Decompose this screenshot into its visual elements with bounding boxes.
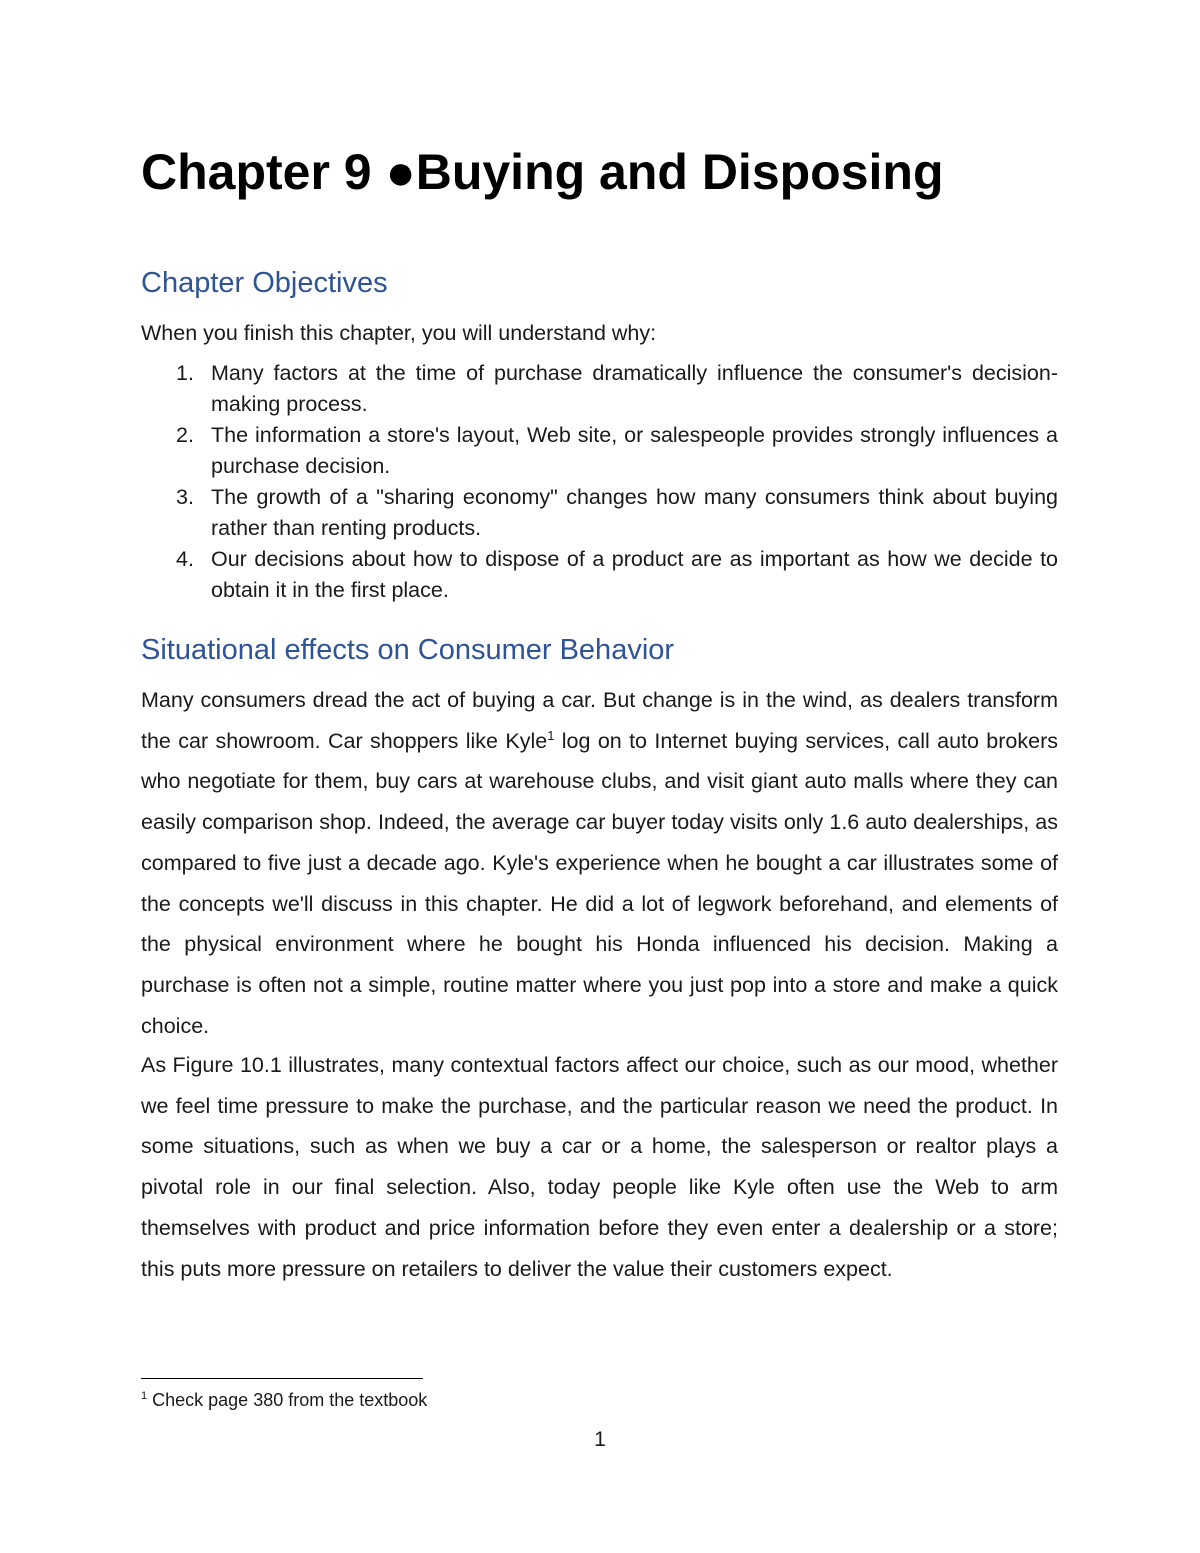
list-item: [141, 358, 1058, 420]
paragraph-text: log on to Internet buying services, call auto brokers who negotiate for them, buy cars at warehouse clubs, and visit giant auto malls where they can easily comparison shop. Indeed, the average car buyer today visits only 1.6 auto dealerships, as compared to five just a decade ago. Kyle's experience when he bought a car illustrates some of the concepts we'll discuss in this chapter. He did a lot of legwork beforehand, and elements of the physical environment where he bought his Honda influenced his decision. Making a purchase is often not a simple, routine matter where you just pop into a store and make a quick choice.: [141, 728, 1058, 1038]
section-heading: Situational effects on Consumer Behavior: [141, 634, 675, 666]
list-text: The information a store's layout, Web site, or salespeople provides strongly influences a purchase decision.: [211, 423, 1058, 478]
page-number: 1: [594, 1428, 606, 1451]
objectives-intro: When you finish this chapter, you will understand why:: [141, 321, 657, 345]
list-item: [141, 420, 1058, 482]
paragraph-2: As Figure 10.1 illustrates, many contextual factors affect our choice, such as our mood, whether we feel time pressure to make the purchase, and the particular reason we need the product. In some situations, such as when we buy a car or a home, the salesperson or realtor plays a pivotal role in our final selection. Also, today people like Kyle often use the Web to arm themselves with product and price information before they even enter a dealership or a store; this puts more pressure on retailers to deliver the value their customers expect.: [141, 1053, 1058, 1281]
list-number: 4.: [176, 547, 194, 571]
paragraph-text: Many consumers dread the act of buying a car. But change is in the wind, as dealers transform the car showroom. Car shoppers like Kyle: [141, 688, 1058, 753]
footnote: [141, 1388, 427, 1412]
list-text: Our decisions about how to dispose of a product are as important as how we decide to obtain it in the first place.: [211, 547, 1058, 602]
footnote-mark: 1: [141, 1390, 148, 1402]
footnote-ref[interactable]: 1: [547, 727, 555, 743]
footnote-divider: [141, 1378, 423, 1379]
bullet-icon: ●: [385, 144, 416, 200]
title-rest: Buying and Disposing: [415, 144, 944, 200]
chapter-title: [141, 140, 1058, 204]
list-item: [141, 482, 1058, 544]
objectives-heading: Chapter Objectives: [141, 267, 388, 299]
list-text: The growth of a "sharing economy" changes how many consumers think about buying rather than renting products.: [211, 485, 1058, 540]
footnote-text: Check page 380 from the textbook: [147, 1390, 428, 1410]
list-item: [141, 544, 1058, 606]
list-text: Many factors at the time of purchase dramatically influence the consumer's decision-making process.: [211, 361, 1058, 416]
list-number: 1.: [176, 361, 194, 385]
paragraph-1: [141, 680, 1058, 1046]
list-number: 3.: [176, 485, 194, 509]
title-prefix: Chapter 9: [141, 144, 386, 200]
list-number: 2.: [176, 423, 194, 447]
objectives-list: [141, 358, 1058, 606]
